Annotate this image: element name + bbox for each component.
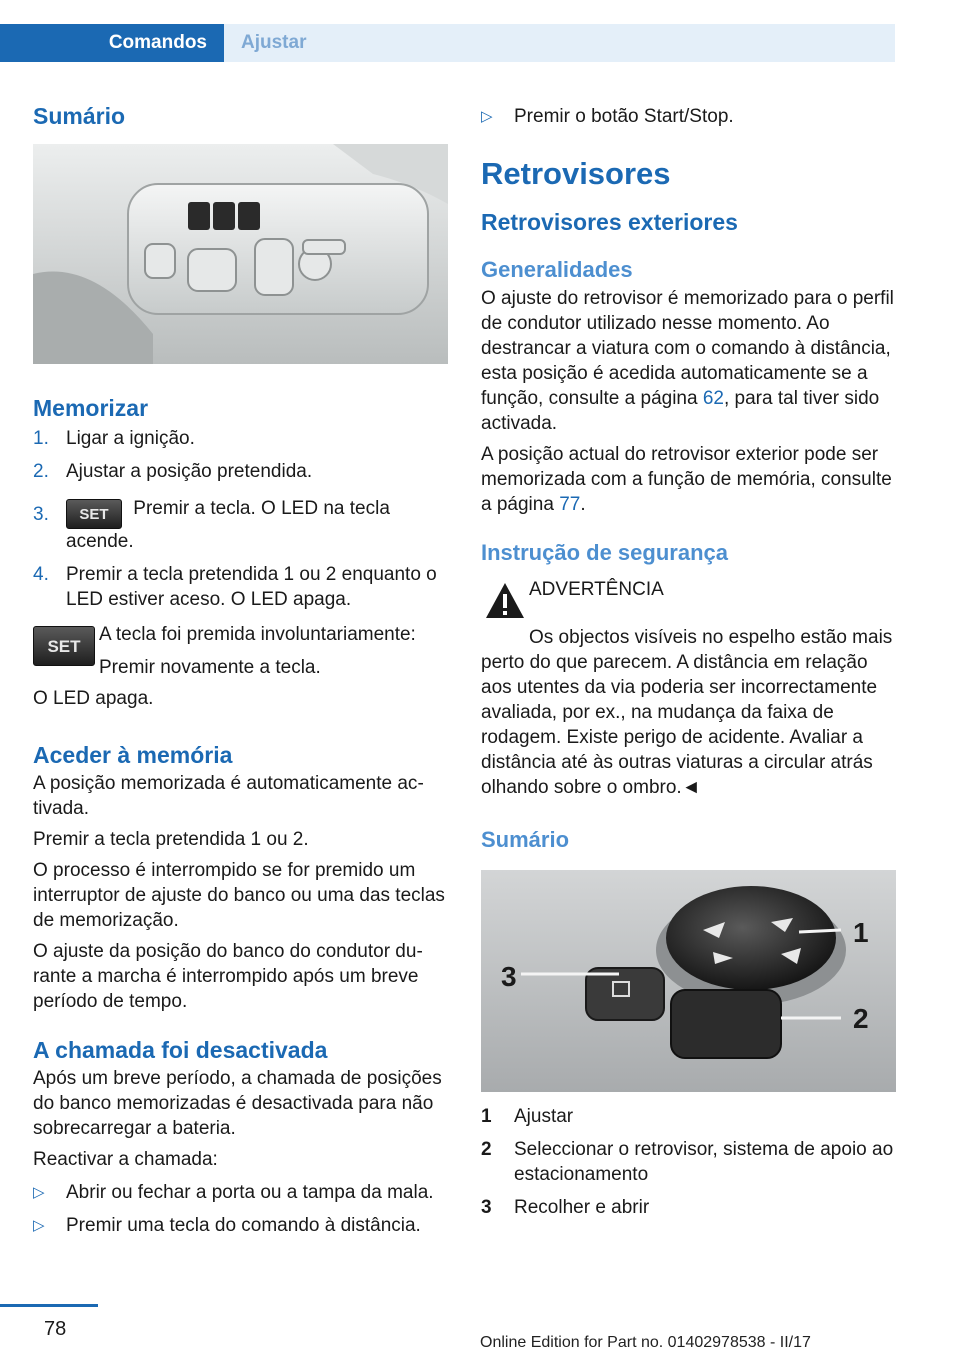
set-key-icon: SET: [33, 626, 95, 666]
footer-rule: [0, 1304, 98, 1307]
list-item: [33, 562, 448, 612]
list-item: [33, 426, 448, 451]
mirror-legend: [481, 1104, 896, 1220]
generalidades-heading: Generalidades: [481, 257, 633, 282]
step-number: 4.: [33, 564, 49, 585]
retrovisores-heading: Retrovisores: [481, 156, 671, 191]
right-column: [481, 96, 896, 1220]
tab-ajustar[interactable]: Ajustar: [224, 24, 895, 62]
list-item: [33, 496, 448, 554]
aceder-heading: Aceder à memória: [33, 742, 233, 768]
page-number: 78: [44, 1318, 67, 1340]
step-text-wrap: [66, 496, 448, 554]
note-text: A tecla foi premida involuntariamente:: [99, 624, 416, 645]
retrovisores-exteriores-heading: Retrovisores exteriores: [481, 209, 738, 235]
edition-text: Online Edition for Part no. 01402978538 - II/17: [480, 1334, 811, 1351]
warning-title: ADVERTÊNCIA: [529, 579, 664, 600]
legend-number: 2: [481, 1139, 492, 1160]
note-text: Premir novamente a tecla.: [99, 657, 321, 678]
legend-number: 1: [481, 1106, 492, 1127]
list-item: [481, 104, 896, 129]
legend-text: Seleccionar o retrovisor, sistema de apoio ao estacionamento: [514, 1139, 894, 1185]
step-number: 3.: [33, 504, 49, 525]
warning-block: [481, 577, 896, 621]
sumario-heading: Sumário: [481, 827, 570, 852]
seat-memory-photo: [33, 144, 448, 364]
bullet-text: Abrir ou fechar a porta ou a tampa da mala.: [66, 1182, 434, 1203]
paragraph: O processo é interrompido se for premido um interruptor de ajuste do banco ou uma das teclas de memorização.: [33, 860, 445, 931]
section-tab-bar: [0, 24, 895, 62]
note-block: [33, 622, 448, 680]
step-text: Premir a tecla. O LED na tecla acende.: [66, 498, 390, 552]
paragraph: Reactivar a chamada:: [33, 1149, 218, 1170]
mirror-label-2: 2: [853, 1003, 869, 1034]
memorizar-heading: Memorizar: [33, 395, 149, 421]
page-link[interactable]: 62: [702, 388, 724, 409]
memorizar-steps: [33, 426, 448, 612]
chamada-heading: A chamada foi desactivada: [33, 1037, 328, 1063]
step-number: 2.: [33, 461, 49, 482]
mirror-controls-photo: [481, 870, 896, 1092]
paragraph: O ajuste da posição do banco do condutor durante a marcha é interrompido após um breve período de tempo.: [33, 941, 423, 1012]
left-column: [33, 96, 448, 1238]
list-item: [33, 1213, 448, 1238]
tab-comandos[interactable]: Comandos: [0, 24, 224, 62]
mirror-label-3: 3: [501, 961, 517, 992]
paragraph: A posição actual do retrovisor exterior pode ser memorizada com a função de memória, consulte a página 77.: [481, 444, 892, 515]
mirror-label-1: 1: [853, 917, 869, 948]
step-text: Ajustar a posição pretendida.: [66, 461, 313, 482]
legend-number: 3: [481, 1197, 492, 1218]
step-text: Premir a tecla pretendida 1 ou 2 enquanto o LED estiver aceso. O LED apaga.: [66, 564, 437, 610]
step-number: 1.: [33, 428, 49, 449]
legend-text: Recolher e abrir: [514, 1197, 650, 1218]
sumario-heading: Sumário: [33, 103, 126, 129]
list-item: [33, 1180, 448, 1205]
legend-text: Ajustar: [514, 1106, 574, 1127]
set-key-icon: SET: [66, 499, 122, 529]
bullet-text: Premir o botão Start/Stop.: [514, 106, 734, 127]
triangle-bullet-icon: ▷: [481, 108, 493, 125]
paragraph: O LED apaga.: [33, 688, 154, 709]
legend-item: [481, 1195, 896, 1220]
paragraph: O ajuste do retrovisor é memorizado para o perfil de condutor utilizado nesse momento. Ao destrancar a viatura com o comando à distância, esta posição é acedida automaticamente se a função, consulte a página 62, para tal tiver sido activada.: [481, 288, 894, 434]
legend-item: [481, 1104, 896, 1129]
step-text: Ligar a ignição.: [66, 428, 195, 449]
seguranca-heading: Instrução de segurança: [481, 540, 728, 565]
reactivate-bullets: [33, 1180, 448, 1238]
start-stop-bullet: [481, 104, 896, 129]
page-link[interactable]: 77: [559, 494, 581, 515]
legend-item: [481, 1137, 896, 1187]
paragraph: Após um breve período, a chamada de posições do banco memorizadas é desactivada para não sobrecarregar a bateria.: [33, 1068, 442, 1139]
warning-triangle-icon: [481, 581, 529, 621]
list-item: [33, 459, 448, 484]
triangle-bullet-icon: ▷: [33, 1217, 45, 1234]
paragraph: A posição memorizada é automaticamente activada.: [33, 773, 424, 819]
triangle-bullet-icon: ▷: [33, 1184, 45, 1201]
bullet-text: Premir uma tecla do comando à distância.: [66, 1215, 421, 1236]
paragraph: Premir a tecla pretendida 1 ou 2.: [33, 829, 309, 850]
warning-text: Os objectos visíveis no espelho estão mais perto do que parecem. A distância em relação aos utentes da via poderia ser incorrectamente avaliada, por ex., na mudança da faixa de rodagem. Existe perigo de acidente. Avaliar a distância até às outras viaturas a circular atrás olhando sobre o ombro.◄: [481, 627, 893, 798]
